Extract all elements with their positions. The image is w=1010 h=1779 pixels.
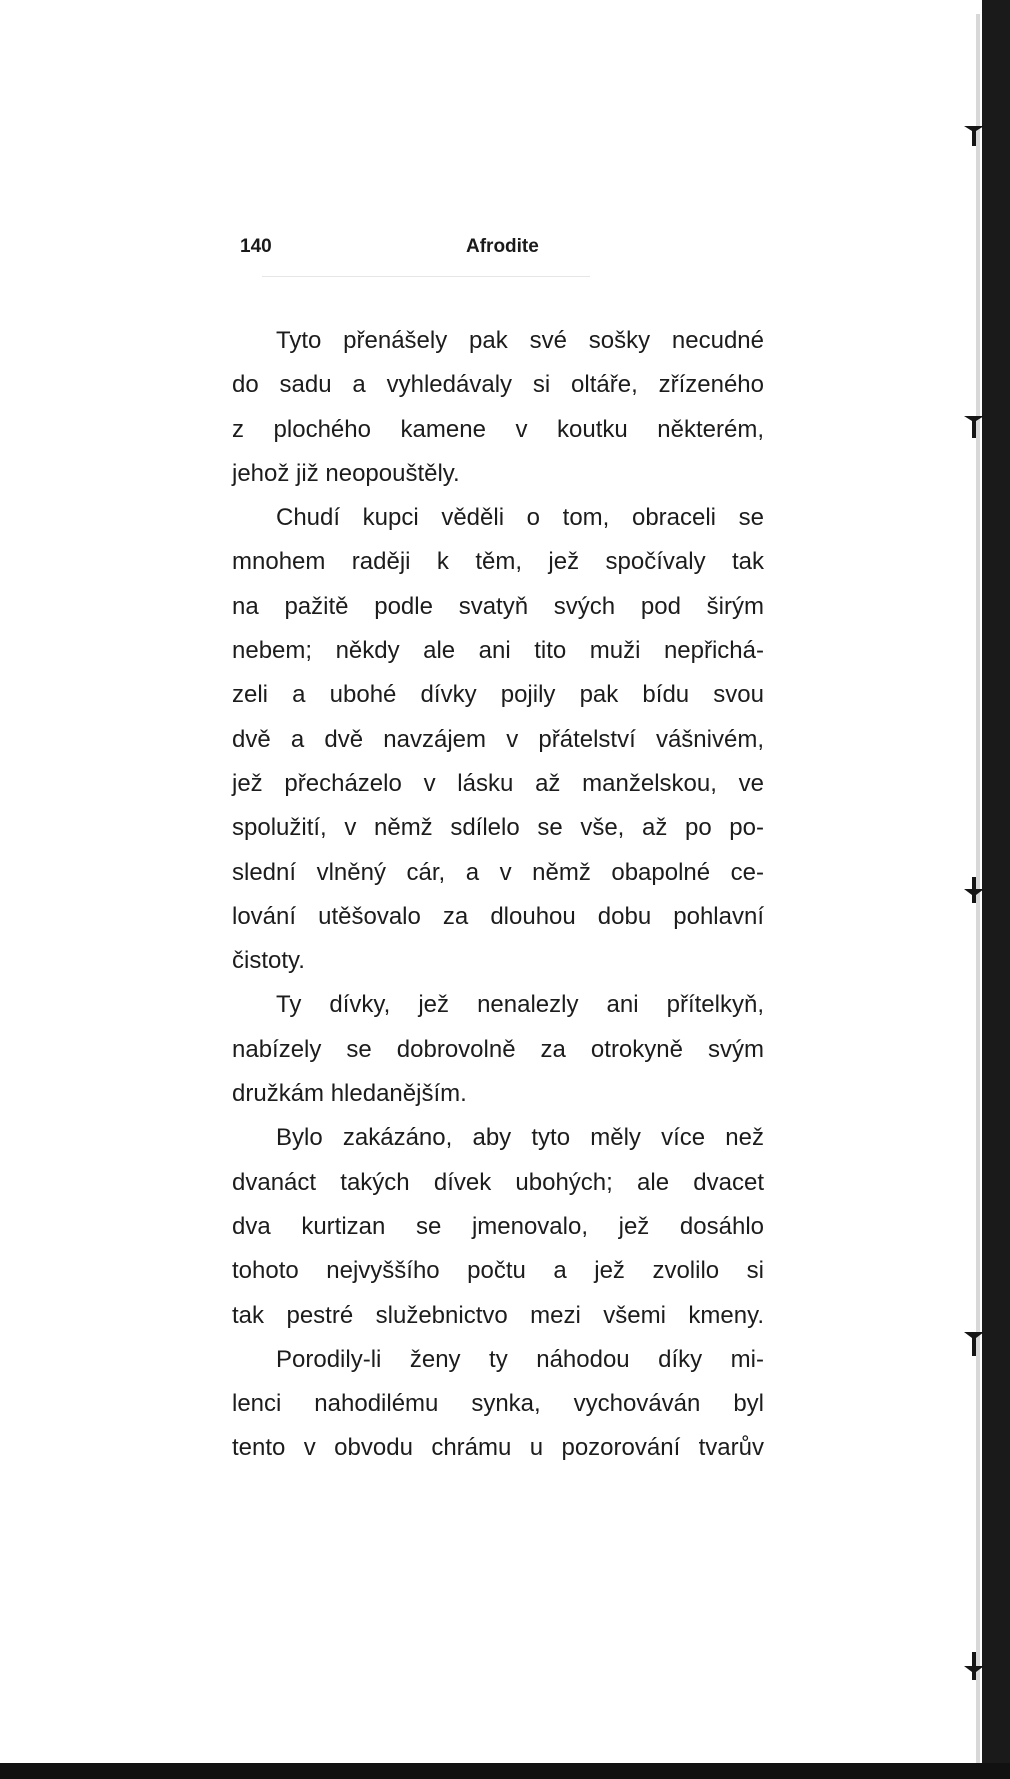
paragraph — [232, 1338, 764, 1471]
text-line: mnohem raději k těm, jež spočívaly tak — [232, 548, 764, 576]
text-line: Porodily-li ženy ty náhodou díky mi- — [276, 1345, 764, 1373]
text-line: tento v obvodu chrámu u pozorování tvarův — [232, 1434, 764, 1462]
binding-mark-icon — [962, 1328, 986, 1358]
text-line: dva kurtizan se jmenovalo, jež dosáhlo — [232, 1212, 764, 1240]
paragraph — [232, 983, 764, 1116]
text-line: spolužití, v němž sdílelo se vše, až po po- — [232, 814, 764, 842]
text-line: jehož již neopouštěly. — [232, 459, 460, 487]
running-head — [240, 236, 600, 266]
binding-mark-icon — [962, 875, 986, 905]
text-line: Tyto přenášely pak své sošky necudné — [276, 327, 764, 354]
text-line: nabízely se dobrovolně za otrokyně svým — [232, 1035, 764, 1063]
running-title: Afrodite — [466, 236, 539, 257]
text-line: čistoty. — [232, 947, 305, 975]
body-text — [232, 319, 764, 1471]
text-line: dvě a dvě navzájem v přátelství vášnivém, — [232, 725, 764, 753]
text-line: dvanáct takých dívek ubohých; ale dvacet — [232, 1168, 764, 1196]
text-line: Ty dívky, jež nenalezly ani přítelkyň, — [276, 991, 764, 1019]
text-line: jež přecházelo v lásku až manželskou, ve — [232, 769, 764, 797]
header-rule — [262, 276, 590, 277]
paragraph — [232, 319, 764, 496]
binding-mark-icon — [962, 410, 986, 440]
scan-edge-bottom — [0, 1763, 1010, 1779]
binding-mark-icon — [962, 1652, 986, 1682]
text-line: tohoto nejvyššího počtu a jež zvolilo si — [232, 1257, 764, 1285]
text-line: družkám hledanějším. — [232, 1080, 467, 1108]
paragraph — [232, 496, 764, 983]
paragraph — [232, 1116, 764, 1337]
binding-mark-icon — [962, 118, 986, 148]
text-line: do sadu a vyhledávaly si oltáře, zřízeného — [232, 371, 764, 399]
text-line: zeli a ubohé dívky pojily pak bídu svou — [232, 681, 764, 709]
text-line: Bylo zakázáno, aby tyto měly více než — [276, 1124, 764, 1152]
text-line: slední vlněný cár, a v němž obapolné ce- — [232, 858, 764, 886]
text-line: Chudí kupci věděli o tom, obraceli se — [276, 504, 764, 532]
scan-edge-right — [982, 0, 1010, 1779]
text-line: lování utěšovalo za dlouhou dobu pohlavní — [232, 902, 764, 930]
text-line: tak pestré služebnictvo mezi všemi kmeny. — [232, 1301, 764, 1329]
text-line: nebem; někdy ale ani tito muži nepřichá- — [232, 637, 764, 665]
page-number: 140 — [240, 236, 272, 257]
text-line: na pažitě podle svatyň svých pod širým — [232, 592, 764, 620]
text-line: lenci nahodilému synka, vychováván byl — [232, 1390, 764, 1418]
text-line: z plochého kamene v koutku některém, — [232, 415, 764, 443]
